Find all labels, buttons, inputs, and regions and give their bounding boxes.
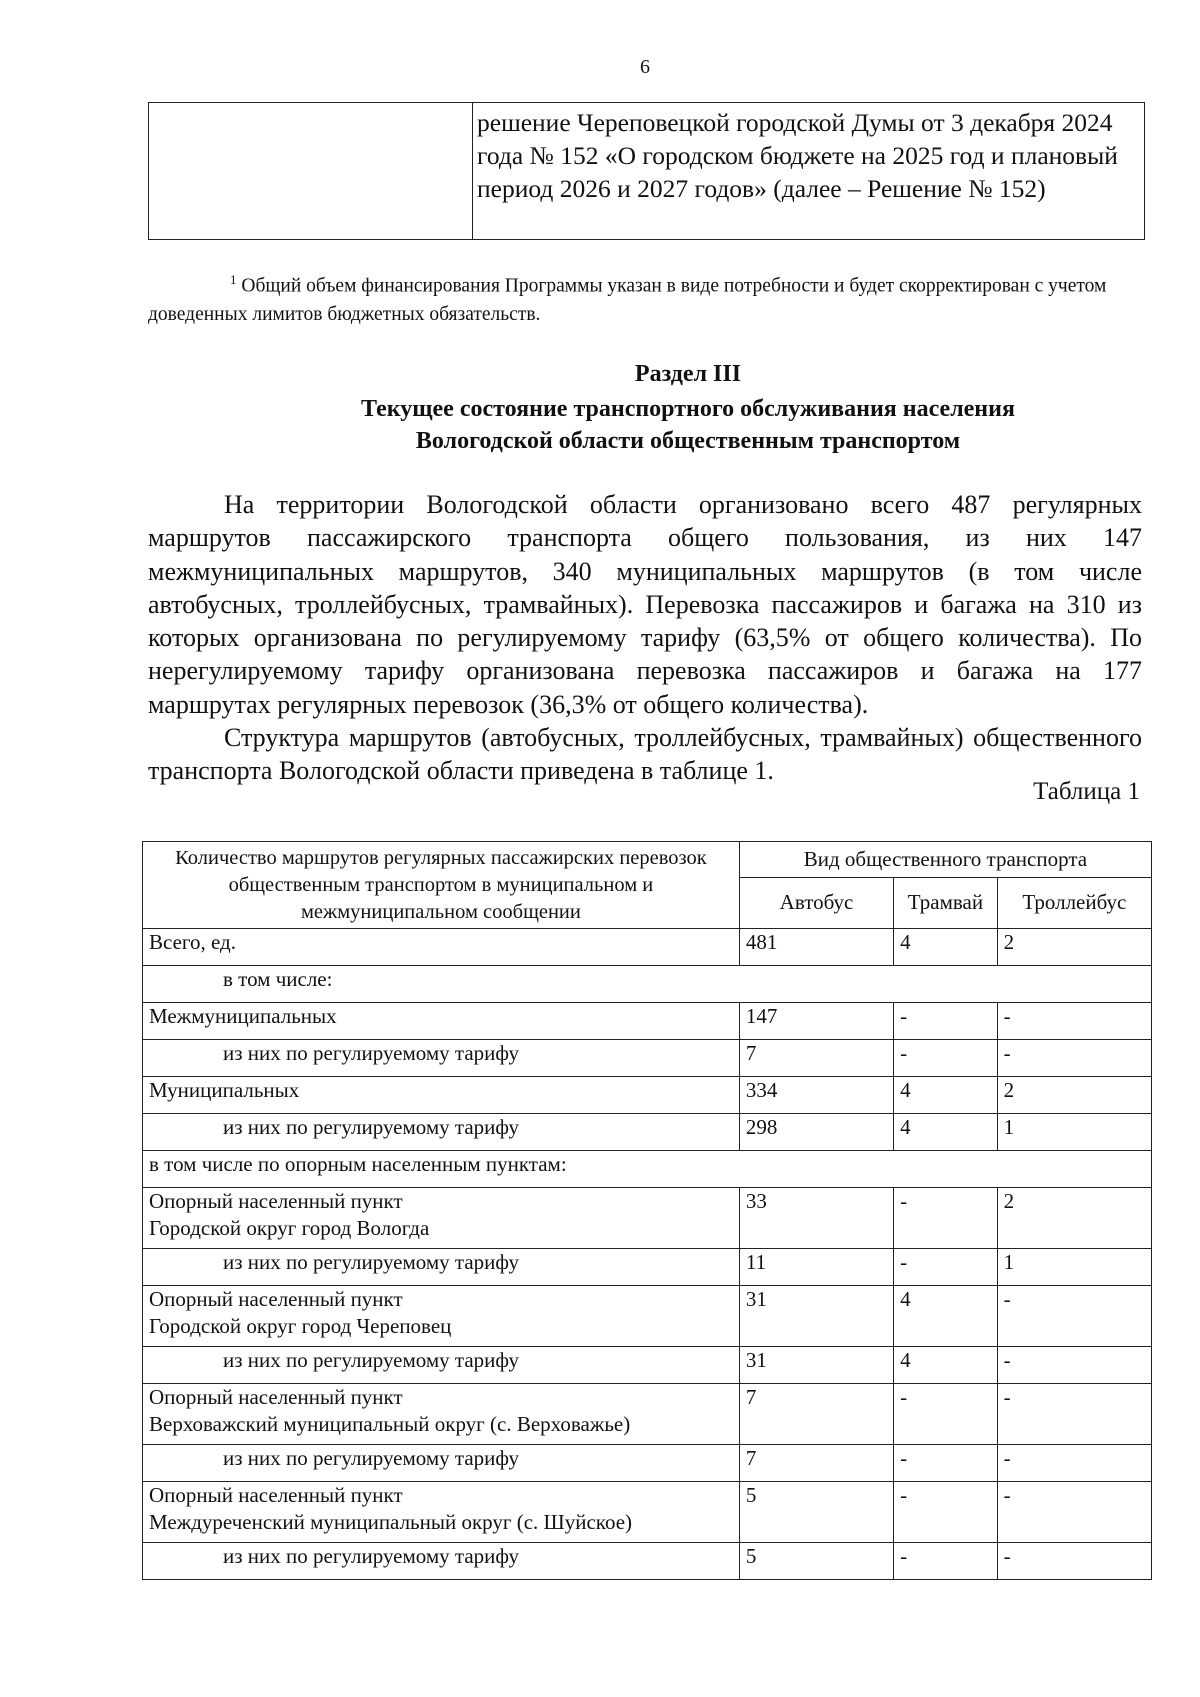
cell-trolleybus: 2 [997,1188,1151,1249]
row-label [143,1384,740,1445]
footnote-marker: 1 [230,272,237,287]
cell-tram: - [894,1003,998,1040]
header-main: Количество маршрутов регулярных пассажирских перевозок общественным транспортом в муниципальном и межмуниципальном сообщении [143,842,740,929]
cell-bus: 7 [739,1445,893,1482]
row-label: из них по регулируемому тарифу [143,1445,740,1482]
row-label-line-2: Городской округ город Вологда [149,1216,430,1240]
cell-bus: 7 [739,1384,893,1445]
table-row [143,1188,1152,1249]
header-transport-type: Вид общественного транспорта [739,842,1151,878]
table-section-label: в том числе по опорным населенным пунктам: [143,1151,1152,1188]
cell-tram: 4 [894,1286,998,1347]
cell-bus: 334 [739,1077,893,1114]
cell-trolleybus: - [997,1482,1151,1543]
row-label: Муниципальных [143,1077,740,1114]
footnote [148,266,1128,329]
row-label: Межмуниципальных [143,1003,740,1040]
table-row [143,1151,1152,1188]
section-number: Раздел III [634,361,742,387]
header-bus: Автобус [739,877,893,928]
header-tram: Трамвай [894,877,998,928]
cell-trolleybus: 1 [997,1114,1151,1151]
row-label-line-2: Городской округ город Череповец [149,1314,452,1338]
cell-trolleybus: - [997,1384,1151,1445]
cell-trolleybus: - [997,1003,1151,1040]
table-row [143,966,1152,1003]
row-label-line-1: Опорный населенный пункт [149,1189,403,1213]
cell-tram: - [894,1445,998,1482]
cell-tram: 4 [894,1077,998,1114]
paragraph-structure: Структура маршрутов (автобусных, троллейбусных, трамвайных) общественного транспорта Вологодской области приведена в таблице 1. [148,723,1142,786]
row-label [143,1188,740,1249]
empty-cell [149,103,473,239]
table-row [143,1077,1152,1114]
row-label-line-1: Опорный населенный пункт [149,1385,403,1409]
row-label-line-2: Междуреченский муниципальный округ (с. Шуйское) [149,1510,633,1534]
footnote-text: Общий объем финансирования Программы указан в виде потребности и будет скорректирован с учетом доведенных лимитов бюджетных обязательств. [148,275,1107,325]
table-row [143,1347,1152,1384]
paragraph-routes: На территории Вологодской области организовано всего 487 регулярных маршрутов пассажирского транспорта общего пользования, из них 147 межмуниципальных маршрутов, 340 муниципальных маршрутов (в том числе автобусных, троллейбусных, трамвайных). Перевозка пассажиров и багажа на 310 из которых организована по регулируемому тарифу (63,5% от общего количества). По нерегулируемому тарифу организована перевозка пассажиров и багажа на 177 маршрутах регулярных перевозок (36,3% от общего количества). [148,490,1142,719]
cell-trolleybus: 2 [997,1077,1151,1114]
body-text [148,488,1142,788]
header-trolleybus: Троллейбус [997,877,1151,928]
cell-tram: 4 [894,1114,998,1151]
row-label [143,1286,740,1347]
cell-bus: 147 [739,1003,893,1040]
row-label: из них по регулируемому тарифу [143,1114,740,1151]
table-row [143,1040,1152,1077]
budget-reference-table [148,102,1145,240]
cell-trolleybus: - [997,1543,1151,1580]
cell-tram: - [894,1482,998,1543]
table-label: Таблица 1 [1033,778,1140,805]
cell-bus: 33 [739,1188,893,1249]
table-row [143,1384,1152,1445]
row-label: из них по регулируемому тарифу [143,1040,740,1077]
section-title-line-2: Вологодской области общественным транспортом [415,428,961,454]
cell-trolleybus: 2 [997,929,1151,966]
cell-trolleybus: - [997,1445,1151,1482]
page-number: 6 [640,56,650,78]
table-section-label: в том числе: [143,966,1152,1003]
table-row [143,1445,1152,1482]
cell-trolleybus: - [997,1347,1151,1384]
cell-bus: 5 [739,1482,893,1543]
cell-tram: - [894,1188,998,1249]
cell-bus: 11 [739,1249,893,1286]
table-row [143,1286,1152,1347]
cell-tram: - [894,1040,998,1077]
cell-bus: 7 [739,1040,893,1077]
budget-reference-text: решение Череповецкой городской Думы от 3 декабря 2024 года № 152 «О городском бюджете на 2025 год и плановый период 2026 и 2027 годов» (далее – Решение № 152) [477,108,1118,203]
cell-trolleybus: - [997,1286,1151,1347]
row-label-line-1: Опорный населенный пункт [149,1483,403,1507]
table-row [143,1114,1152,1151]
row-label: из них по регулируемому тарифу [143,1249,740,1286]
cell-bus: 31 [739,1286,893,1347]
row-label-line-2: Верховажский муниципальный округ (с. Верховажье) [149,1412,631,1436]
row-label: из них по регулируемому тарифу [143,1543,740,1580]
cell-tram: - [894,1384,998,1445]
cell-tram: - [894,1249,998,1286]
table-row [143,1482,1152,1543]
row-label: Всего, ед. [143,929,740,966]
row-label: из них по регулируемому тарифу [143,1347,740,1384]
table-row [143,1249,1152,1286]
cell-tram: 4 [894,1347,998,1384]
table-row [143,929,1152,966]
row-label [143,1482,740,1543]
cell-bus: 5 [739,1543,893,1580]
cell-tram: 4 [894,929,998,966]
row-label-line-1: Опорный населенный пункт [149,1287,403,1311]
section-title-line-1: Текущее состояние транспортного обслуживания населения [361,396,1015,422]
cell-trolleybus: - [997,1040,1151,1077]
cell-bus: 298 [739,1114,893,1151]
cell-tram: - [894,1543,998,1580]
cell-bus: 31 [739,1347,893,1384]
table-row [143,1003,1152,1040]
cell-trolleybus: 1 [997,1249,1151,1286]
section-title [148,393,1200,457]
routes-table-body [143,929,1152,1580]
table-row [143,1543,1152,1580]
cell-bus: 481 [739,929,893,966]
routes-table [142,841,1152,1580]
